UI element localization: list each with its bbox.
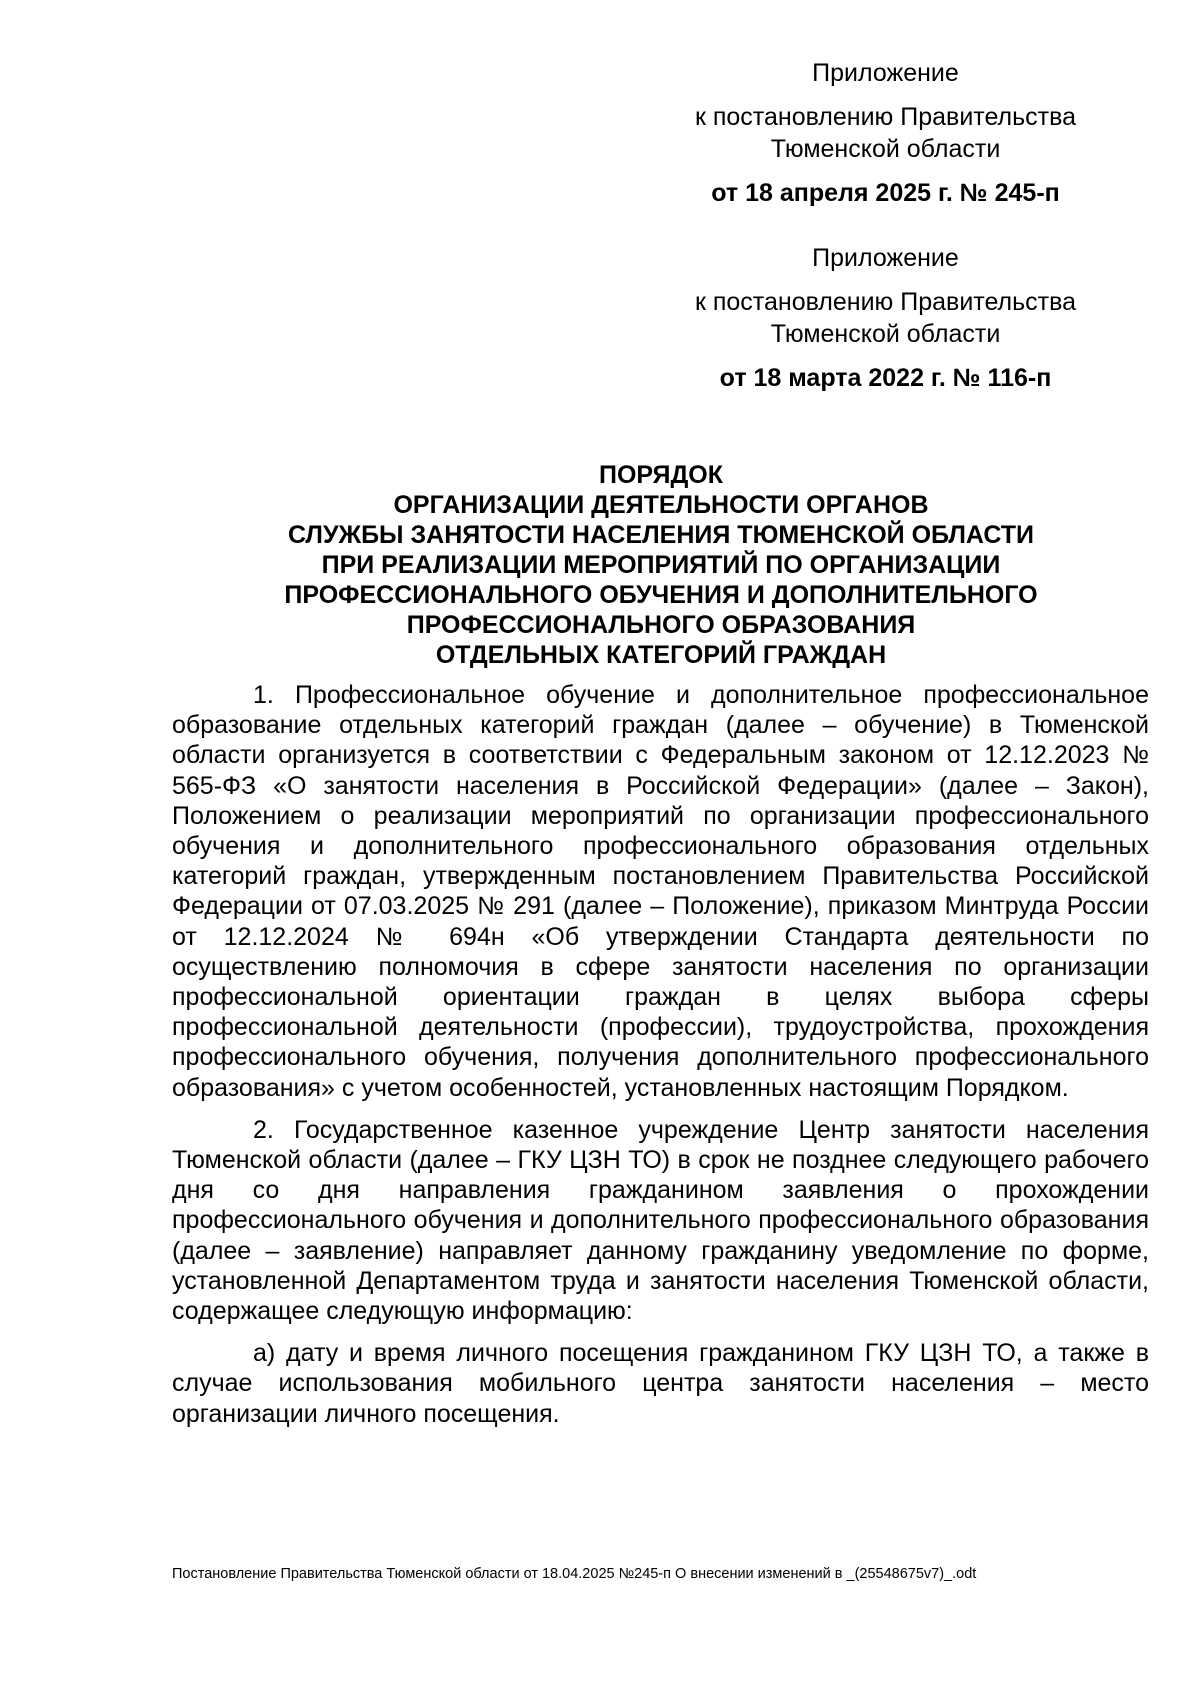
document-title [172, 460, 1150, 670]
document-body [172, 680, 1149, 1441]
title-line: СЛУЖБЫ ЗАНЯТОСТИ НАСЕЛЕНИЯ ТЮМЕНСКОЙ ОБЛАСТИ [287, 521, 1035, 549]
appendix-reference: к постановлению Правительства Тюменской области [694, 103, 1076, 163]
title-line: ОТДЕЛЬНЫХ КАТЕГОРИЙ ГРАЖДАН [435, 641, 887, 669]
appendix-header-original [663, 243, 1108, 394]
title-line: ПРИ РЕАЛИЗАЦИИ МЕРОПРИЯТИЙ ПО ОРГАНИЗАЦИИ [321, 551, 1001, 579]
title-line: ПРОФЕССИОНАЛЬНОГО ОБРАЗОВАНИЯ [406, 611, 916, 639]
appendix-resolution-number: от 18 марта 2022 г. № 116-п [719, 363, 1052, 392]
appendix-resolution-number: от 18 апреля 2025 г. № 245-п [711, 178, 1060, 207]
appendix-caption: Приложение [812, 244, 959, 272]
title-line: ПОРЯДОК [599, 461, 723, 489]
title-line: ОРГАНИЗАЦИИ ДЕЯТЕЛЬНОСТИ ОРГАНОВ [393, 491, 929, 519]
appendix-reference: к постановлению Правительства Тюменской области [694, 288, 1076, 348]
title-line: ПРОФЕССИОНАЛЬНОГО ОБУЧЕНИЯ И ДОПОЛНИТЕЛЬНОГО [284, 581, 1038, 609]
paragraph-2: 2. Государственное казенное учреждение Центр занятости населения Тюменской области (далее – ГКУ ЦЗН ТО) в срок не позднее следующего рабочего дня со дня направления гражданином заявления о прохождении профессионального обучения и дополнительного профессионального образования (далее – заявление) направляет данному гражданину уведомление по форме, установленной Департаментом труда и занятости населения Тюменской области, содержащее следующую информацию: [172, 1115, 1149, 1326]
paragraph-2-item-a: а) дату и время личного посещения гражданином ГКУ ЦЗН ТО, а также в случае использования мобильного центра занятости населения – место организации личного посещения. [172, 1339, 1149, 1428]
paragraph-1: 1. Профессиональное обучение и дополнительное профессиональное образование отдельных категорий граждан (далее – обучение) в Тюменской области организуется в соответствии с Федеральным законом от 12.12.2023 № 565-ФЗ «О занятости населения в Российской Федерации» (далее – Закон), Положением о реализации мероприятий по организации профессионального обучения и дополнительного профессионального образования отдельных категорий граждан, утвержденным постановлением Правительства Российской Федерации от 07.03.2025 № 291 (далее – Положение), приказом Минтруда России от 12.12.2024 № 694н «Об утверждении Стандарта деятельности по осуществлению полномочия в сфере занятости населения по организации профессиональной ориентации граждан в целях выбора сферы профессиональной деятельности (профессии), трудоустройства, прохождения профессионального обучения, получения дополнительного профессионального образования» с учетом особенностей, установленных настоящим Порядком. [172, 681, 1149, 1102]
page-footer: Постановление Правительства Тюменской области от 18.04.2025 №245-п О внесении изменений в _(25548675v7)_.odt [172, 1566, 977, 1582]
appendix-header-current [663, 58, 1108, 209]
appendix-caption: Приложение [812, 59, 959, 87]
